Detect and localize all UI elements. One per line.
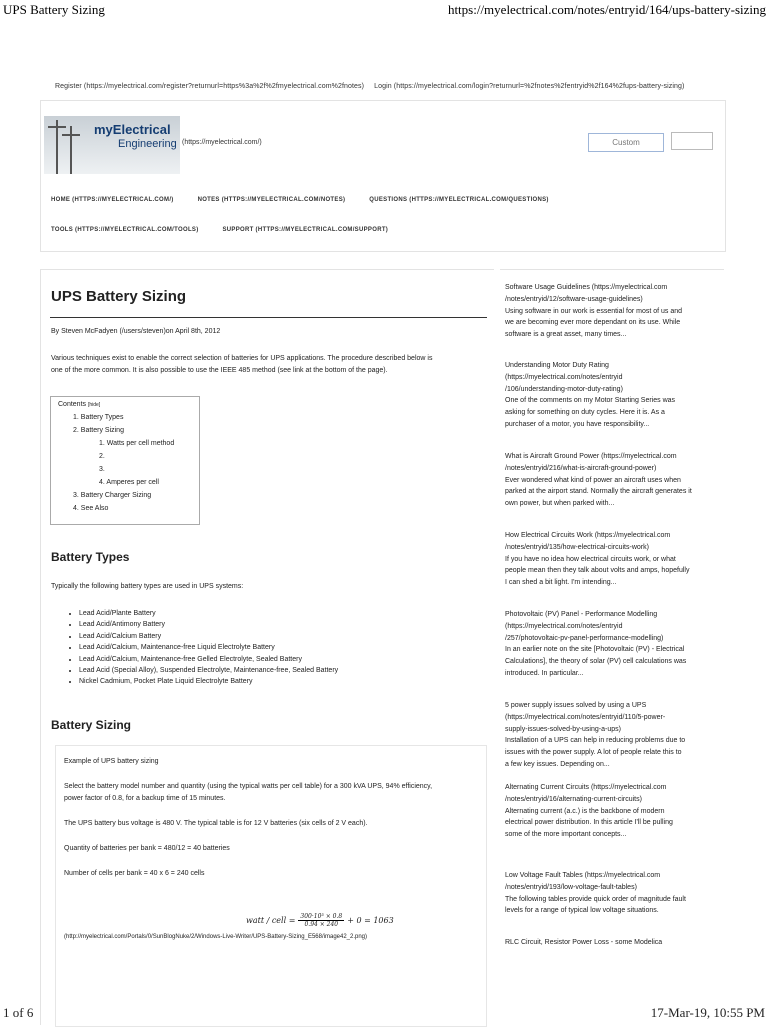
- example-panel: [55, 745, 487, 1027]
- sidebar-item-excerpt-line: issues with the power supply. A lot of people relate this to: [505, 749, 682, 757]
- sidebar-item-excerpt-line: software is a great asset, many times...: [505, 331, 627, 339]
- logo-text-sub: Engineering: [118, 138, 177, 150]
- example-text: Select the battery model number and quantity (using the typical watts per cell table) for a 300 kVA UPS, 94% efficiency,: [64, 783, 433, 790]
- search-button[interactable]: [671, 132, 713, 150]
- sidebar-item-excerpt-line: /257/photovoltaic-pv-panel-performance-modelling): [505, 634, 664, 642]
- sidebar-item-excerpt-line: a few key issues. Depending on...: [505, 760, 610, 768]
- sidebar-item-title-line: Low Voltage Fault Tables (https://myelectrical.com: [505, 872, 661, 879]
- sidebar-item-excerpt-line: levels for a range of typical low voltage situations.: [505, 907, 659, 915]
- sidebar-item[interactable]: [505, 609, 720, 680]
- sidebar-item[interactable]: [505, 360, 720, 431]
- list-item: • Lead Acid/Calcium, Maintenance-free Liquid Electrolyte Battery: [79, 642, 338, 653]
- sidebar-item-excerpt-line: electrical power distribution. In this article I'll be pulling: [505, 819, 673, 827]
- sidebar-item-excerpt-line: Alternating current (a.c.) is the backbone of modern: [505, 807, 665, 815]
- sidebar-item-excerpt-line: own power, but when parked with...: [505, 500, 615, 508]
- sidebar-item[interactable]: [505, 870, 720, 917]
- battery-types-list: [69, 608, 338, 688]
- sidebar-item-excerpt-line: /106/understanding-motor-duty-rating): [505, 385, 623, 393]
- sidebar-item-excerpt-line: In an earlier note on the site [Photovoltaic (PV) - Electrical: [505, 646, 685, 654]
- sidebar-item-excerpt-line: Calculations], the theory of solar (PV) cell calculations was: [505, 658, 687, 666]
- title-divider: [50, 317, 487, 318]
- sidebar-item-title-line: RLC Circuit, Resistor Power Loss - some Modelica: [505, 939, 663, 946]
- sidebar-item-excerpt-line: One of the comments on my Motor Starting Series was: [505, 397, 676, 405]
- sidebar-item-excerpt-line: parked at the airport stand. Normally the aircraft generates it: [505, 488, 692, 496]
- print-page-number: 1 of 6: [3, 1005, 34, 1020]
- nav-notes[interactable]: NOTES (HTTPS://MYELECTRICAL.COM/NOTES): [197, 197, 346, 203]
- toc-item[interactable]: 1. Battery Types: [73, 414, 124, 421]
- list-item: • Lead Acid/Antimony Battery: [79, 619, 338, 630]
- intro-line-2: one of the more common. It is also possible to use the IEEE 485 method (see link at the bottom of the page).: [51, 367, 388, 374]
- sidebar-item[interactable]: [505, 700, 720, 771]
- toc-item[interactable]: 1. Watts per cell method: [99, 440, 175, 447]
- article: [40, 269, 494, 1025]
- battery-types-intro: Typically the following battery types are used in UPS systems:: [51, 583, 244, 590]
- sidebar-item-excerpt-line: purchaser of a motor, you have responsibility...: [505, 420, 650, 428]
- sidebar-item-excerpt-line: The following tables provide quick order of magnitude fault: [505, 895, 686, 903]
- list-item: • Lead Acid/Calcium Battery: [79, 631, 338, 642]
- toc-heading: Contents: [58, 401, 87, 408]
- sidebar-item-excerpt-line: some of the more important concepts...: [505, 831, 627, 839]
- list-item: • Lead Acid (Special Alloy), Suspended Electrolyte, Maintenance-free, Sealed Battery: [79, 665, 338, 676]
- toc-item[interactable]: 4. See Also: [73, 505, 109, 512]
- nav-questions[interactable]: QUESTIONS (HTTPS://MYELECTRICAL.COM/QUESTIONS): [369, 197, 549, 203]
- sidebar-item-excerpt-line: I can shed a bit light. I'm intending...: [505, 579, 617, 587]
- nav-tools[interactable]: TOOLS (HTTPS://MYELECTRICAL.COM/TOOLS): [51, 227, 199, 233]
- sidebar-item-title-line: Software Usage Guidelines (https://myelectrical.com: [505, 284, 668, 291]
- print-url: https://myelectrical.com/notes/entryid/164/ups-battery-sizing: [447, 2, 766, 17]
- section-heading-battery-types: Battery Types: [51, 550, 130, 564]
- sidebar-item-title-line: (https://myelectrical.com/notes/entryid: [505, 622, 623, 630]
- sidebar-item-excerpt-line: Using software in our work is essential for most of us and: [505, 307, 683, 315]
- nav-home[interactable]: HOME (HTTPS://MYELECTRICAL.COM/): [51, 197, 174, 203]
- intro-line-1: Various techniques exist to enable the correct selection of batteries for UPS applications. The procedure described below is: [51, 355, 433, 362]
- site-header: [40, 100, 726, 252]
- logo-text-main: myElectrical: [94, 122, 171, 137]
- sidebar-item-excerpt-line: introduced. In particular...: [505, 669, 584, 677]
- main-nav-row-2: [51, 227, 410, 233]
- related-notes-sidebar: [500, 269, 724, 1025]
- example-text: power factor of 0.8, for a backup time of 15 minutes.: [64, 795, 226, 802]
- formula-numerator: 300·10³ × 0.8: [300, 913, 343, 920]
- sidebar-item-title-line: /notes/entryid/135/how-electrical-circuits-work): [505, 543, 649, 551]
- formula-rhs: + 0 = 1063: [347, 916, 394, 925]
- toc-item[interactable]: 2. Battery Sizing: [73, 427, 124, 434]
- toc-item[interactable]: 4. Amperes per cell: [99, 479, 159, 486]
- toc-hide-link[interactable]: [hide]: [87, 402, 101, 408]
- sidebar-item[interactable]: [505, 282, 720, 341]
- print-datetime: 17-Mar-19, 10:55 PM: [650, 1005, 765, 1020]
- sidebar-item-title-line: Alternating Current Circuits (https://myelectrical.com: [505, 784, 667, 791]
- sidebar-item-excerpt-line: If you have no idea how electrical circuits work, or what: [505, 555, 676, 563]
- sidebar-item[interactable]: [505, 937, 720, 949]
- sidebar-item-title-line: (https://myelectrical.com/notes/entryid: [505, 373, 623, 381]
- formula-image: [246, 913, 394, 928]
- section-heading-battery-sizing: Battery Sizing: [51, 718, 132, 732]
- login-link[interactable]: Login (https://myelectrical.com/login?returnurl=%2fnotes%2fentryid%2f164%2fups-battery-sizing): [374, 83, 685, 90]
- list-item: • Lead Acid/Calcium, Maintenance-free Gelled Electrolyte, Sealed Battery: [79, 654, 338, 665]
- sidebar-item-title-line: Photovoltaic (PV) Panel - Performance Modelling: [505, 611, 658, 618]
- list-item: • Nickel Cadmium, Pocket Plate Liquid Electrolyte Battery: [79, 676, 338, 687]
- main-nav-row-1: [51, 197, 571, 203]
- image-link[interactable]: (http://myelectrical.com/Portals/0/SunBlogNuke/2/Windows-Live-Writer/UPS-Battery-Sizing_E568/image42_2.png): [64, 934, 368, 940]
- sidebar-item-title-line: /notes/entryid/12/software-usage-guidelines): [505, 295, 643, 303]
- sidebar-item-excerpt-line: Ever wondered what kind of power an aircraft uses when: [505, 476, 681, 484]
- formula-lhs: watt / cell =: [246, 916, 296, 925]
- nav-support[interactable]: SUPPORT (HTTPS://MYELECTRICAL.COM/SUPPORT): [222, 227, 389, 233]
- sidebar-item-title-line: /notes/entryid/16/alternating-current-circuits): [505, 795, 642, 803]
- logo-link-url[interactable]: (https://myelectrical.com/): [182, 139, 262, 146]
- sidebar-item-excerpt-line: Installation of a UPS can help in reducing problems due to: [505, 737, 686, 745]
- example-title: Example of UPS battery sizing: [64, 758, 159, 765]
- sidebar-item[interactable]: [505, 451, 720, 510]
- example-text: The UPS battery bus voltage is 480 V. The typical table is for 12 V batteries (six cells of 2 V each).: [64, 820, 368, 827]
- list-item: • Lead Acid/Plante Battery: [79, 608, 338, 619]
- sidebar-item-title-line: /notes/entryid/216/what-is-aircraft-ground-power): [505, 464, 657, 472]
- sidebar-item-title-line: How Electrical Circuits Work (https://myelectrical.com: [505, 532, 671, 539]
- print-title: UPS Battery Sizing: [3, 2, 105, 17]
- site-logo[interactable]: [44, 116, 180, 174]
- author-line: By Steven McFadyen (/users/steven)on April 8th, 2012: [51, 328, 221, 335]
- pylon-icon: [56, 120, 58, 174]
- toc-item[interactable]: 3.: [99, 466, 105, 473]
- sidebar-item-title-line: (https://myelectrical.com/notes/entryid/110/5-power-: [505, 713, 666, 721]
- sidebar-item-title-line: What is Aircraft Ground Power (https://myelectrical.com: [505, 453, 677, 460]
- table-of-contents: [50, 396, 200, 525]
- sidebar-item-title-line: /notes/entryid/193/low-voltage-fault-tables): [505, 883, 637, 891]
- page-title: UPS Battery Sizing: [51, 288, 187, 305]
- sidebar-item[interactable]: [505, 530, 720, 589]
- search-input[interactable]: Custom: [588, 133, 664, 152]
- example-text: Number of cells per bank = 40 x 6 = 240 cells: [64, 870, 205, 877]
- sidebar-item-title-line: 5 power supply issues solved by using a UPS: [505, 702, 647, 709]
- toc-item[interactable]: 3. Battery Charger Sizing: [73, 492, 152, 499]
- sidebar-item-excerpt-line: we are becoming ever more dependant on its use. While: [505, 319, 681, 327]
- sidebar-item-title-line: Understanding Motor Duty Rating: [505, 362, 609, 369]
- sidebar-item[interactable]: [505, 782, 720, 841]
- account-links: [55, 83, 692, 90]
- example-text: Quantity of batteries per bank = 480/12 = 40 batteries: [64, 845, 230, 852]
- formula-denominator: 0.94 × 240: [304, 921, 339, 928]
- toc-item[interactable]: 2.: [99, 453, 105, 460]
- sidebar-item-excerpt-line: people mean then they talk about volts and amps, hopefully: [505, 567, 690, 575]
- register-link[interactable]: Register (https://myelectrical.com/register?returnurl=https%3a%2f%2fmyelectrical.com%2fnotes): [55, 83, 365, 90]
- sidebar-item-excerpt-line: supply-issues-solved-by-using-a-ups): [505, 725, 621, 733]
- sidebar-item-excerpt-line: asking for something on duty cycles. Here it is. As a: [505, 409, 665, 417]
